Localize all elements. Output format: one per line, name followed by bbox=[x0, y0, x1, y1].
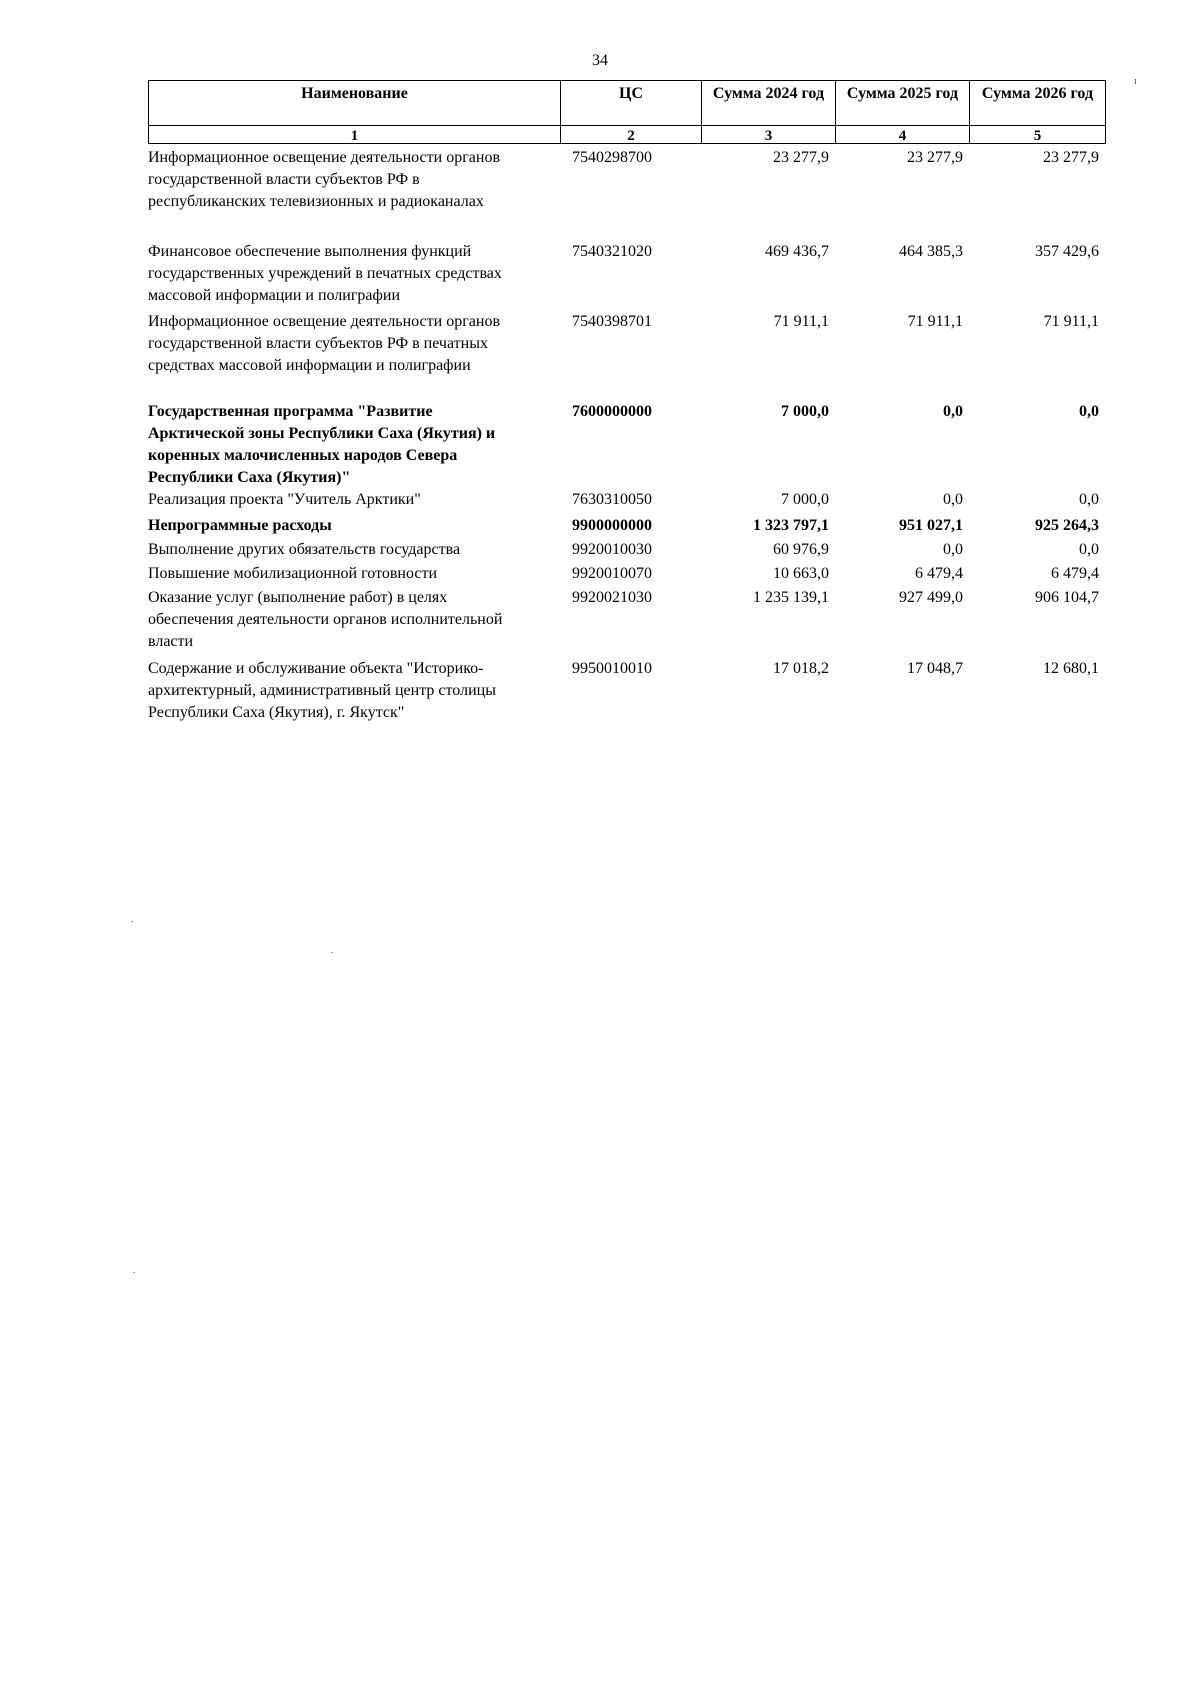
row-code: 7540298700 bbox=[572, 149, 652, 166]
row-sum-2024: 7 000,0 bbox=[781, 491, 829, 508]
row-name: Финансовое обеспечение выполнения функций государственных учреждений в печатных средствах массовой информации и полиграфии bbox=[148, 243, 502, 304]
row-code: 7540321020 bbox=[572, 243, 652, 260]
table-row bbox=[148, 311, 1105, 401]
row-sum-2026: 925 264,3 bbox=[1035, 517, 1099, 534]
header-2026: Сумма 2026 год bbox=[970, 81, 1106, 126]
row-sum-2024: 10 663,0 bbox=[773, 565, 829, 582]
row-sum-2026: 23 277,9 bbox=[1043, 149, 1099, 166]
row-sum-2025: 0,0 bbox=[943, 541, 963, 558]
row-sum-2026: 12 680,1 bbox=[1043, 660, 1099, 677]
row-name: Оказание услуг (выполнение работ) в целях обеспечения деятельности органов исполнительной власти bbox=[148, 589, 503, 650]
row-sum-2024: 1 235 139,1 bbox=[753, 589, 829, 606]
row-name: Выполнение других обязательств государства bbox=[148, 541, 461, 558]
table-row bbox=[148, 539, 1105, 563]
row-sum-2024: 60 976,9 bbox=[773, 541, 829, 558]
row-sum-2025: 6 479,4 bbox=[915, 565, 963, 582]
row-code: 9950010010 bbox=[572, 660, 652, 677]
header-2025: Сумма 2025 год bbox=[836, 81, 970, 126]
header-2024: Сумма 2024 год bbox=[702, 81, 836, 126]
row-sum-2024: 7 000,0 bbox=[781, 403, 829, 420]
row-sum-2025: 927 499,0 bbox=[899, 589, 963, 606]
row-sum-2025: 951 027,1 bbox=[899, 517, 963, 534]
row-code: 7630310050 bbox=[572, 491, 652, 508]
table-row bbox=[148, 587, 1105, 658]
scan-speck: ı bbox=[1134, 76, 1137, 87]
page-number: 34 bbox=[592, 52, 608, 69]
table-row bbox=[148, 241, 1105, 311]
row-sum-2026: 0,0 bbox=[1079, 403, 1099, 420]
row-sum-2026: 71 911,1 bbox=[1043, 313, 1099, 330]
row-sum-2024: 469 436,7 bbox=[765, 243, 829, 260]
table-row bbox=[148, 489, 1105, 515]
scan-speck: . bbox=[331, 945, 334, 956]
budget-table bbox=[148, 147, 1105, 738]
row-sum-2024: 17 018,2 bbox=[773, 660, 829, 677]
row-code: 9920010070 bbox=[572, 565, 652, 582]
row-code: 9920010030 bbox=[572, 541, 652, 558]
table-row bbox=[148, 147, 1105, 241]
row-sum-2025: 23 277,9 bbox=[907, 149, 963, 166]
scan-speck: . bbox=[131, 914, 134, 925]
row-sum-2024: 71 911,1 bbox=[773, 313, 829, 330]
row-code: 7540398701 bbox=[572, 313, 652, 330]
header-num-1: 1 bbox=[149, 126, 561, 144]
table-row bbox=[148, 658, 1105, 738]
row-code: 9900000000 bbox=[572, 517, 652, 534]
row-sum-2026: 906 104,7 bbox=[1035, 589, 1099, 606]
row-name: Реализация проекта "Учитель Арктики" bbox=[148, 491, 421, 508]
row-sum-2025: 464 385,3 bbox=[899, 243, 963, 260]
row-code: 9920021030 bbox=[572, 589, 652, 606]
row-sum-2024: 23 277,9 bbox=[773, 149, 829, 166]
table-row bbox=[148, 515, 1105, 539]
row-sum-2025: 0,0 bbox=[943, 491, 963, 508]
row-sum-2025: 17 048,7 bbox=[907, 660, 963, 677]
row-sum-2024: 1 323 797,1 bbox=[753, 517, 829, 534]
row-name: Содержание и обслуживание объекта "Историко-архитектурный, административный центр столицы Республики Саха (Якутия), г. Якутск" bbox=[148, 660, 496, 721]
table-header bbox=[148, 80, 1106, 144]
row-sum-2026: 357 429,6 bbox=[1035, 243, 1099, 260]
row-sum-2025: 71 911,1 bbox=[907, 313, 963, 330]
header-num-2: 2 bbox=[561, 126, 702, 144]
header-num-5: 5 bbox=[970, 126, 1106, 144]
scan-speck: . bbox=[133, 1265, 136, 1276]
row-sum-2025: 0,0 bbox=[943, 403, 963, 420]
row-name: Государственная программа "Развитие Арктической зоны Республики Саха (Якутия) и коренных малочисленных народов Севера Республики Саха (Якутия)" bbox=[148, 403, 496, 486]
row-sum-2026: 6 479,4 bbox=[1051, 565, 1099, 582]
row-sum-2026: 0,0 bbox=[1079, 541, 1099, 558]
row-code: 7600000000 bbox=[572, 403, 652, 420]
row-name: Информационное освещение деятельности органов государственной власти субъектов РФ в печатных средствах массовой информации и полиграфии bbox=[148, 313, 500, 374]
row-name: Непрограммные расходы bbox=[148, 517, 332, 534]
header-code: ЦС bbox=[561, 81, 702, 126]
header-name: Наименование bbox=[149, 81, 561, 126]
row-sum-2026: 0,0 bbox=[1079, 491, 1099, 508]
row-name: Информационное освещение деятельности органов государственной власти субъектов РФ в республиканских телевизионных и радиоканалах bbox=[148, 149, 500, 210]
row-name: Повышение мобилизационной готовности bbox=[148, 565, 438, 582]
table-row bbox=[148, 401, 1105, 489]
header-num-3: 3 bbox=[702, 126, 836, 144]
header-num-4: 4 bbox=[836, 126, 970, 144]
table-row bbox=[148, 563, 1105, 587]
